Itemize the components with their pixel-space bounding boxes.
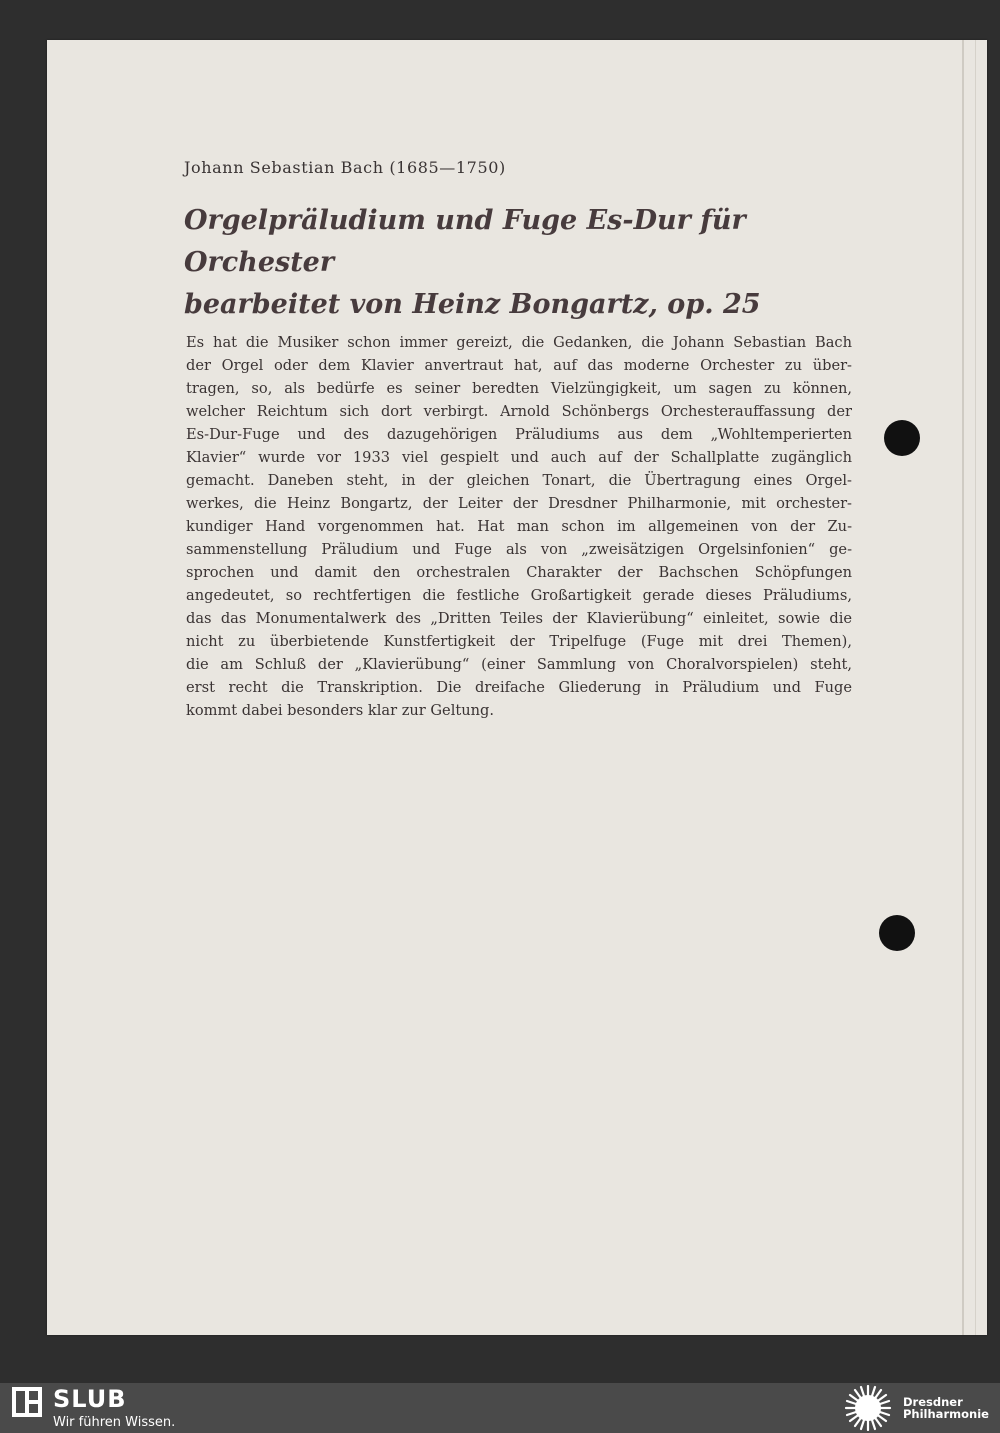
author-line: Johann Sebastian Bach (1685—1750): [184, 158, 506, 177]
body-line: angedeutet, so rechtfertigen die festliche Großartigkeit gerade dieses Präludiums,: [186, 587, 852, 604]
philharmonie-logo-icon[interactable]: [842, 1385, 894, 1431]
library-tagline: Wir führen Wissen.: [53, 1415, 176, 1430]
page-title: [184, 200, 864, 326]
body-line: Es-Dur-Fuge und des dazugehörigen Präludiums aus dem „Wohltemperierten: [186, 426, 852, 443]
body-line: erst recht die Transkription. Die dreifache Gliederung in Präludium und Fuge: [186, 679, 852, 696]
body-line: das das Monumentalwerk des „Dritten Teiles der Klavierübung“ einleitet, sowie die: [186, 610, 852, 627]
body-line: Klavier“ wurde vor 1933 viel gespielt und auch auf der Schallplatte zugänglich: [186, 449, 852, 466]
body-line: sammenstellung Präludium und Fuge als von „zweisätzigen Orgelsinfonien“ ge-: [186, 541, 852, 558]
slub-logo-icon[interactable]: [12, 1387, 42, 1417]
punch-hole: [879, 915, 915, 951]
page-edge: [962, 40, 964, 1335]
body-line: gemacht. Daneben steht, in der gleichen Tonart, die Übertragung eines Orgel-: [186, 472, 852, 489]
philharmonie-name: [903, 1396, 989, 1420]
body-line: tragen, so, als bedürfe es seiner beredten Vielzüngigkeit, um sagen zu können,: [186, 380, 852, 397]
body-line: nicht zu überbietende Kunstfertigkeit der Tripelfuge (Fuge mit drei Themen),: [186, 633, 852, 650]
philharmonie-line-1: Dresdner: [903, 1395, 963, 1409]
punch-hole: [884, 420, 920, 456]
body-line: kundiger Hand vorgenommen hat. Hat man schon im allgemeinen von der Zu-: [186, 518, 852, 535]
title-line-2: bearbeitet von Heinz Bongartz, op. 25: [184, 289, 761, 320]
body-line: Es hat die Musiker schon immer gereizt, die Gedanken, die Johann Sebastian Bach: [186, 334, 852, 351]
body-line: kommt dabei besonders klar zur Geltung.: [186, 702, 495, 719]
footer-bar: [0, 1383, 1000, 1433]
body-paragraph: [186, 331, 852, 722]
body-line: werkes, die Heinz Bongartz, der Leiter der Dresdner Philharmonie, mit orchester-: [186, 495, 852, 512]
title-line-1: Orgelpräludium und Fuge Es-Dur für Orchester: [184, 205, 746, 278]
philharmonie-line-2: Philharmonie: [903, 1407, 989, 1421]
page-edge: [975, 40, 976, 1335]
body-line: sprochen und damit den orchestralen Charakter der Bachschen Schöpfungen: [186, 564, 852, 581]
body-line: der Orgel oder dem Klavier anvertraut hat, auf das moderne Orchester zu über-: [186, 357, 852, 374]
body-line: welcher Reichtum sich dort verbirgt. Arnold Schönbergs Orchesterauffassung der: [186, 403, 852, 420]
body-line: die am Schluß der „Klavierübung“ (einer Sammlung von Choralvorspielen) steht,: [186, 656, 852, 673]
library-name[interactable]: SLUB: [53, 1385, 127, 1413]
